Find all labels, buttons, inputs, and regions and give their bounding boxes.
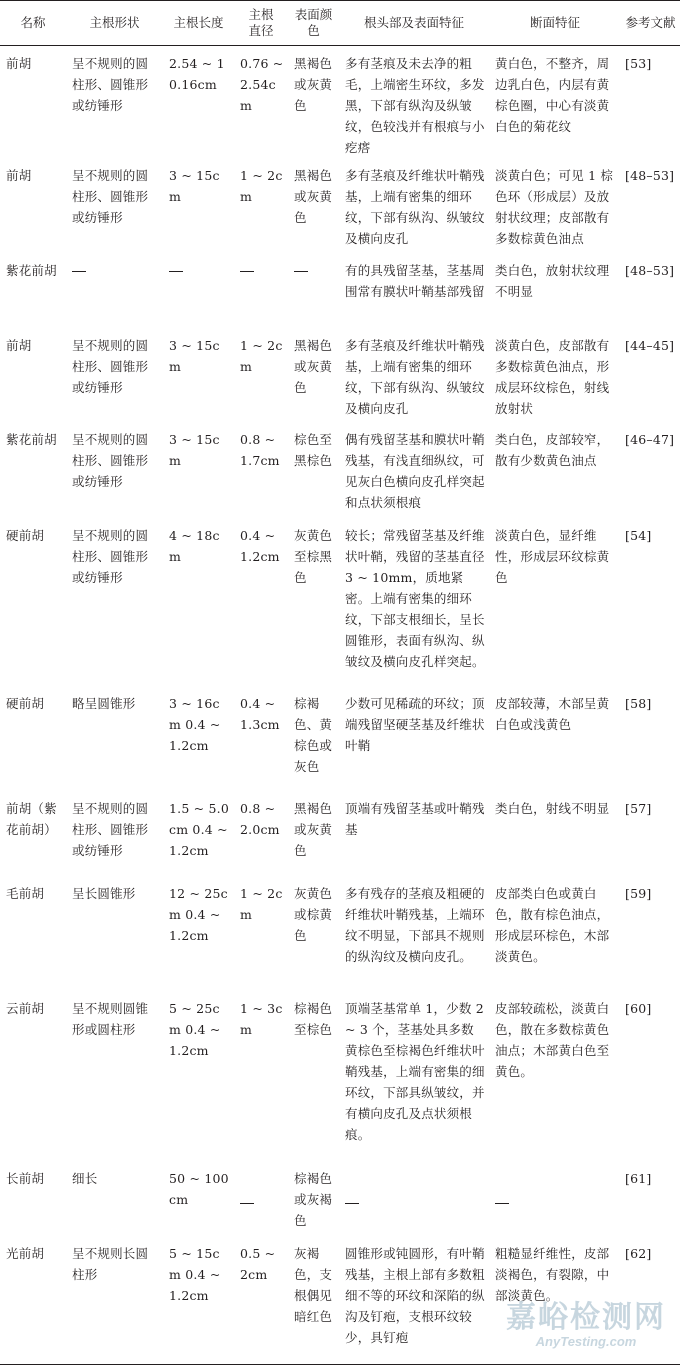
cell-color: 黑褐色或灰黄色 <box>294 56 333 113</box>
cell-surface: 多有残存的茎痕及粗硬的纤维状叶鞘残基，上端环纹不明显，下部具不规则的纵沟纹及横向皮孔。 <box>345 886 485 964</box>
cell-name: 云前胡 <box>6 1001 45 1016</box>
cell-diameter <box>234 1161 288 1236</box>
cell-section: 黄白色，不整齐，周边乳白色，内层有黄棕色圈，中心有淡黄白色的菊花纹 <box>495 56 610 134</box>
empty-dash <box>240 271 254 272</box>
table-header <box>0 1 680 46</box>
cell-color: 棕色至黑棕色 <box>294 432 333 468</box>
cell-surface: 顶端茎基常单 1，少数 2 ~ 3 个，茎基处具多数黄棕色至棕褐色纤维状叶鞘残基，上端有密集的细环纹，下部具纵皱纹，并有横向皮孔及点状须根痕。 <box>345 1001 485 1142</box>
cell-name: 光前胡 <box>0 1236 66 1364</box>
table-body <box>0 46 680 1365</box>
empty-dash <box>169 271 183 272</box>
cell-section: 类白色，放射状纹理不明显 <box>495 263 610 299</box>
empty-dash <box>72 271 86 272</box>
cell-diameter: 0.4 ~ 1.2cm <box>240 528 280 564</box>
cell-length: 5 ~ 15cm 0.4 ~ 1.2cm <box>163 1236 234 1364</box>
cell-surface: 圆锥形或钝圆形，有叶鞘残基，主根上部有多数粗细不等的环纹和深陷的纵沟及钉疱，支根环纹较少，具钉疱 <box>339 1236 489 1364</box>
empty-dash <box>345 1203 359 1204</box>
cell-length: 12 ~ 25cm 0.4 ~ 1.2cm <box>169 886 228 943</box>
cell-shape: 呈不规则的圆柱形、圆锥形或纺锤形 <box>72 528 149 585</box>
cell-surface: 偶有残留茎基和膜状叶鞘残基，有浅直细纵纹，可见灰白色横向皮孔样突起和点状须根痕 <box>345 432 485 510</box>
cell-color <box>288 253 339 328</box>
cell-diameter: 1 ~ 2cm <box>240 338 283 374</box>
cell-diameter: 0.8 ~ 1.7cm <box>240 432 280 468</box>
cell-name: 毛前胡 <box>6 886 45 901</box>
header-color: 表面颜色 <box>288 1 339 46</box>
cell-length: 5 ~ 25cm 0.4 ~ 1.2cm <box>169 1001 221 1058</box>
cell-ref: [53] <box>625 56 652 71</box>
cell-diameter: 1 ~ 2cm <box>240 886 283 922</box>
cell-surface: 少数可见稀疏的环纹；顶端残留坚硬茎基及纤维状叶鞘 <box>345 696 485 753</box>
cell-shape: 呈不规则的圆柱形、圆锥形或纺锤形 <box>72 801 149 858</box>
cell-section: 类白色，皮部较窄，散有少数黄色油点 <box>495 432 610 468</box>
cell-ref: [46–47] <box>625 432 675 447</box>
cell-color: 棕褐色、黄棕色或灰色 <box>294 696 333 774</box>
table-row <box>0 876 680 991</box>
cell-name: 长前胡 <box>6 1171 45 1186</box>
empty-dash <box>294 271 308 272</box>
table-row <box>0 518 680 686</box>
table-row <box>0 158 680 253</box>
cell-name: 紫花前胡 <box>6 263 57 278</box>
cell-surface: 顶端有残留茎基或叶鞘残基 <box>345 801 485 837</box>
cell-surface: 多有茎痕及纤维状叶鞘残基，上端有密集的细环纹，下部有纵沟、纵皱纹及横向皮孔 <box>345 338 485 416</box>
cell-diameter: 0.76 ~ 2.54cm <box>240 56 284 113</box>
cell-diameter: 1 ~ 2cm <box>240 168 283 204</box>
cell-shape: 呈长圆锥形 <box>72 886 136 901</box>
header-name: 名称 <box>0 1 66 46</box>
cell-ref: [48–53] <box>625 168 675 183</box>
cell-ref: [57] <box>625 801 652 816</box>
cell-length: 3 ~ 15cm <box>169 338 220 374</box>
cell-section: 淡黄白色；可见 1 棕色环（形成层）及放射状纹理；皮部散有多数棕黄色油点 <box>495 168 614 246</box>
cell-length: 3 ~ 15cm <box>169 432 220 468</box>
cell-color: 黑褐色或灰黄色 <box>294 338 333 395</box>
cell-section: 皮部较薄，木部呈黄白色或浅黄色 <box>495 696 610 732</box>
table-row <box>0 46 680 159</box>
watermark-en: AnyTesting.com <box>535 1334 637 1349</box>
cell-name: 紫花前胡 <box>6 432 57 447</box>
cell-section <box>489 1161 621 1236</box>
cell-diameter: 0.5 ~ 2cm <box>234 1236 288 1364</box>
cell-length: 1.5 ~ 5.0cm 0.4 ~ 1.2cm <box>169 801 229 858</box>
table-row <box>0 791 680 876</box>
cell-ref: [60] <box>625 1001 652 1016</box>
empty-dash <box>495 1203 509 1204</box>
cell-shape: 细长 <box>72 1171 98 1186</box>
cell-length: 50 ~ 100cm <box>169 1171 229 1207</box>
cell-shape: 呈不规则的圆柱形、圆锥形或纺锤形 <box>72 338 149 395</box>
cell-diameter: 0.8 ~ 2.0cm <box>240 801 280 837</box>
cell-shape <box>66 253 163 328</box>
cell-shape: 略呈圆锥形 <box>72 696 136 711</box>
cell-section: 淡黄白色，显纤维性，形成层环纹棕黄色 <box>495 528 610 585</box>
table-row <box>0 686 680 791</box>
header-shape: 主根形状 <box>66 1 163 46</box>
header-length: 主根长度 <box>163 1 234 46</box>
table-row <box>0 328 680 422</box>
watermark-cn: 嘉峪检测网 <box>506 1300 666 1335</box>
table-row <box>0 991 680 1161</box>
cell-length: 3 ~ 15cm <box>169 168 220 204</box>
cell-surface: 较长；常残留茎基及纤维状叶鞘，残留的茎基直径 3 ~ 10mm，质地紧密。上端有密集的细环纹，下部支根细长，呈长圆锥形，表面有纵沟、纵皱纹及横向皮孔样突起。 <box>345 528 485 669</box>
cell-ref: [44–45] <box>625 338 675 353</box>
cell-length: 3 ~ 16cm 0.4 ~ 1.2cm <box>169 696 221 753</box>
cell-section: 皮部较疏松，淡黄白色，散在多数棕黄色油点；木部黄白色至黄色。 <box>495 1001 610 1079</box>
header-section: 断面特征 <box>489 1 621 46</box>
cell-name: 前胡 <box>6 56 32 71</box>
cell-ref: [48–53] <box>625 263 675 278</box>
cell-length: 4 ~ 18cm <box>169 528 220 564</box>
header-surface: 根头部及表面特征 <box>339 1 489 46</box>
cell-name: 硬前胡 <box>6 528 45 543</box>
cell-surface: 有的具残留茎基，茎基周围常有膜状叶鞘基部残留 <box>345 263 485 299</box>
cell-name: 前胡 <box>6 168 32 183</box>
cell-color: 黑褐色或灰黄色 <box>294 168 333 225</box>
cell-shape: 呈不规则长圆柱形 <box>66 1236 163 1364</box>
header-row <box>0 1 680 46</box>
table-row <box>0 1161 680 1236</box>
cell-color: 棕褐色或灰褐色 <box>294 1171 333 1228</box>
table-row <box>0 422 680 518</box>
cell-surface: 多有茎痕及未去净的粗毛，上端密生环纹，多发黑，下部有纵沟及纵皱纹，色较浅并有根痕与小疙瘩 <box>345 56 485 155</box>
cell-ref: [62] <box>621 1236 680 1364</box>
cell-diameter <box>234 253 288 328</box>
cell-section: 皮部类白色或黄白色，散有棕色油点，形成层环棕色，木部淡黄色。 <box>495 886 610 964</box>
empty-dash <box>240 1203 254 1204</box>
cell-section: 淡黄白色，皮部散有多数棕黄色油点，形成层环纹棕色，射线放射状 <box>495 338 610 416</box>
cell-color: 棕褐色至棕色 <box>294 1001 333 1037</box>
cell-ref: [61] <box>625 1171 652 1186</box>
cell-color: 灰褐色，支根偶见暗红色 <box>288 1236 339 1364</box>
cell-section: 类白色，射线不明显 <box>495 801 610 816</box>
cell-shape: 呈不规则的圆柱形、圆锥形或纺锤形 <box>72 168 149 225</box>
cell-name: 前胡（紫花前胡） <box>6 801 57 837</box>
watermark <box>506 1301 666 1349</box>
header-ref: 参考文献 <box>621 1 680 46</box>
cell-shape: 呈不规则的圆柱形、圆锥形或纺锤形 <box>72 56 149 113</box>
table-row <box>0 253 680 328</box>
cell-length: 2.54 ~ 10.16cm <box>169 56 225 92</box>
cell-diameter: 0.4 ~ 1.3cm <box>240 696 280 732</box>
cell-ref: [58] <box>625 696 652 711</box>
cell-ref: [59] <box>625 886 652 901</box>
cell-surface <box>339 1161 489 1236</box>
cell-color: 灰黄色至棕黑色 <box>294 528 333 585</box>
cell-shape: 呈不规则的圆柱形、圆锥形或纺锤形 <box>72 432 149 489</box>
cell-color: 灰黄色或棕黄色 <box>294 886 333 943</box>
cell-section: 粗糙显纤维性，皮部淡褐色，有裂隙，中部淡黄色。 <box>489 1236 621 1364</box>
cell-length <box>163 253 234 328</box>
header-diameter: 主根直径 <box>234 1 288 46</box>
cell-shape: 呈不规则圆锥形或圆柱形 <box>72 1001 149 1037</box>
cell-name: 硬前胡 <box>6 696 45 711</box>
cell-diameter: 1 ~ 3cm <box>240 1001 283 1037</box>
cell-name: 前胡 <box>6 338 32 353</box>
cell-ref: [54] <box>625 528 652 543</box>
cell-surface: 多有茎痕及纤维状叶鞘残基，上端有密集的细环纹，下部有纵沟、纵皱纹及横向皮孔 <box>345 168 485 246</box>
cell-color: 黑褐色或灰黄色 <box>294 801 333 858</box>
